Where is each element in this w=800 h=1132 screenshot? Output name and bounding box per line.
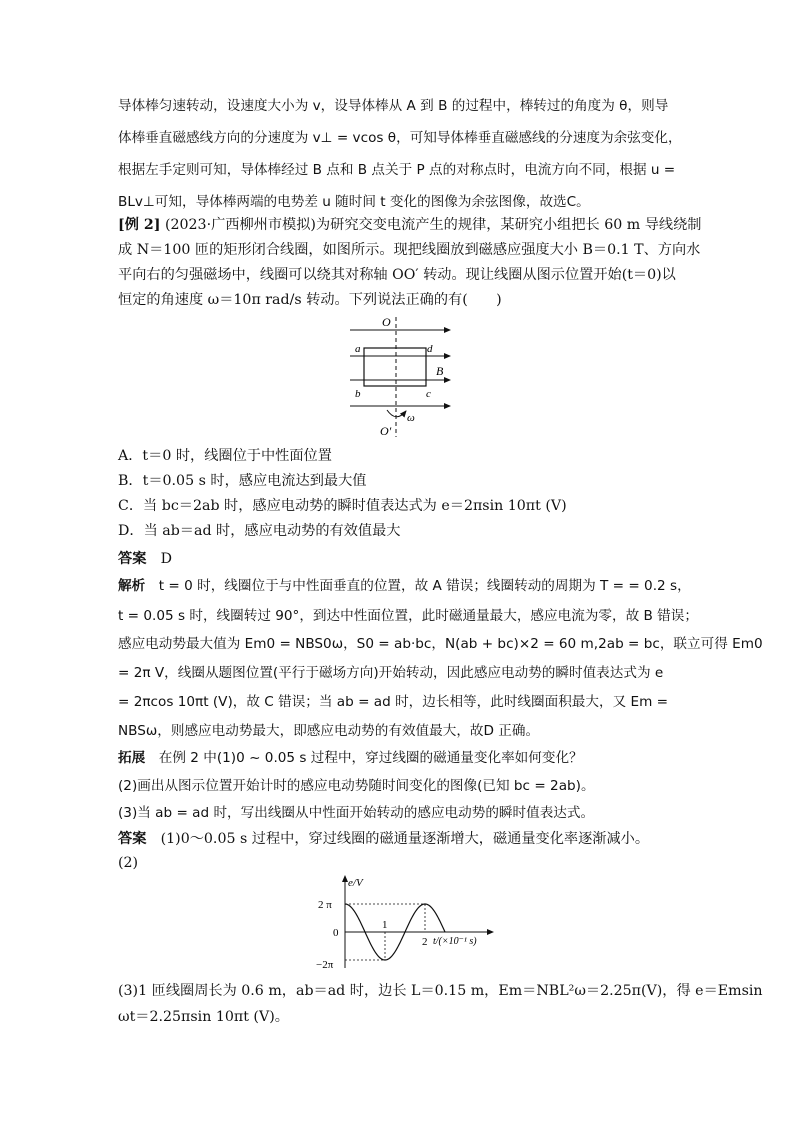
paragraph-line: 导体棒匀速转动，设速度大小为 v，设导体棒从 A 到 B 的过程中，棒转过的角度为 θ，则导 [118,98,669,114]
analysis-line: t = 0.05 s 时，线圈转过 90°，到达中性面位置，此时磁通量最大，感应电流为零，故 B 错误； [118,608,698,624]
label-b: b [355,388,361,400]
answer-value: D [160,551,172,567]
extension-line [118,748,688,768]
y-tick-label: 2 π [318,899,332,911]
y-tick-label: 0 [333,927,339,939]
paragraph-line: BLv⊥可知，导体棒两端的电势差 u 随时间 t 变化的图像为余弦图像，故选C。 [118,194,590,210]
ext-answer-line: (2) [118,855,139,871]
paragraph-line: 体棒垂直磁感线方向的分速度为 v⊥ = vcos θ，可知导体棒垂直磁感线的分速度为余弦变化， [118,130,682,146]
example-line: 恒定的角速度 ω＝10π rad/s 转动。下列说法正确的有( ) [118,292,502,308]
label-a: a [355,343,361,355]
x-tick-label: 2 [422,936,428,948]
option-c: C．当 bc＝2ab 时，感应电动势的瞬时值表达式为 e＝2πsin 10πt (V) [118,498,567,514]
option-d: D．当 ab＝ad 时，感应电动势的有效值最大 [118,523,401,539]
example-line: 成 N＝100 匝的矩形闭合线圈，如图所示。现把线圈放到磁感应强度大小 B＝0.1 T、方向水 [118,242,701,258]
extension-label: 拓展 [118,750,146,766]
analysis-line: 感应电动势最大值为 Em0 = NBS0ω，S0 = ab·bc，N(ab + bc)×2 = 60 m,2ab = bc，联立可得 Em0 [118,636,763,652]
ext-answer-label: 答案 [118,831,147,847]
analysis-line [118,576,691,596]
analysis-label: 解析 [118,578,146,594]
label-c: c [426,388,431,400]
example-text: (2023·广西柳州市模拟)为研究交变电流产生的规律，某研究小组把长 60 m 导线绕制 [160,217,702,233]
example-label: [例 2] [118,217,161,233]
example-line: 平向右的匀强磁场中，线圈可以绕其对称轴 OO′ 转动。现让线圈从图示位置开始(t＝0)以 [118,267,676,283]
label-O-prime: O′ [380,424,392,438]
paragraph-line: 根据左手定则可知，导体棒经过 B 点和 B 点关于 P 点的对称点时，电流方向不同，根据 u = [118,162,676,178]
extension-line: (3)当 ab = ad 时，写出线圈从中性面开始转动的感应电动势的瞬时值表达式。 [118,805,595,821]
analysis-line: = 2πcos 10πt (V)，故 C 错误；当 ab = ad 时，边长相等，此时线圈面积最大，又 Em = [118,694,669,710]
ext-answer-line [118,829,688,849]
label-O: O [382,315,391,329]
label-B: B [436,364,444,378]
coil-figure [340,313,460,441]
y-axis-label: e/V [348,877,363,889]
answer-line [118,549,688,569]
label-omega: ω [407,412,415,424]
answer-label: 答案 [118,551,147,567]
label-d: d [427,343,433,355]
y-tick-label: −2π [316,959,334,971]
example-line [118,215,702,235]
analysis-line: = 2π V，线圈从题图位置(平行于磁场方向)开始转动，因此感应电动势的瞬时值表达式为 e [118,665,664,681]
ext-answer-line: ωt＝2.25πsin 10πt (V)。 [118,1009,289,1025]
analysis-text: t = 0 时，线圈位于与中性面垂直的位置，故 A 错误；线圈转动的周期为 T = = 0.2 s， [158,578,691,594]
option-b: B．t＝0.05 s 时，感应电流达到最大值 [118,473,367,489]
option-a: A．t＝0 时，线圈位于中性面位置 [118,448,332,464]
ext-answer-line: (3)1 匝线圈周长为 0.6 m，ab＝ad 时，边长 L＝0.15 m，Em＝NBL²ω＝2.25π(V)，得 e＝Emsin [118,983,763,999]
extension-line: (2)画出从图示位置开始计时的感应电动势随时间变化的图像(已知 bc = 2ab)。 [118,778,595,794]
analysis-line: NBSω，则感应电动势最大，即感应电动势的有效值最大，故D 正确。 [118,723,540,739]
x-tick-label: 1 [382,919,388,931]
ext-answer-text: (1)0～0.05 s 过程中，穿过线圈的磁通量逐渐增大，磁通量变化率逐渐减小。 [160,831,650,847]
emf-chart [315,872,495,972]
x-axis-label: t/(×10⁻¹ s) [433,936,477,947]
extension-text: 在例 2 中(1)0 ~ 0.05 s 过程中，穿过线圈的磁通量变化率如何变化？ [158,750,583,766]
